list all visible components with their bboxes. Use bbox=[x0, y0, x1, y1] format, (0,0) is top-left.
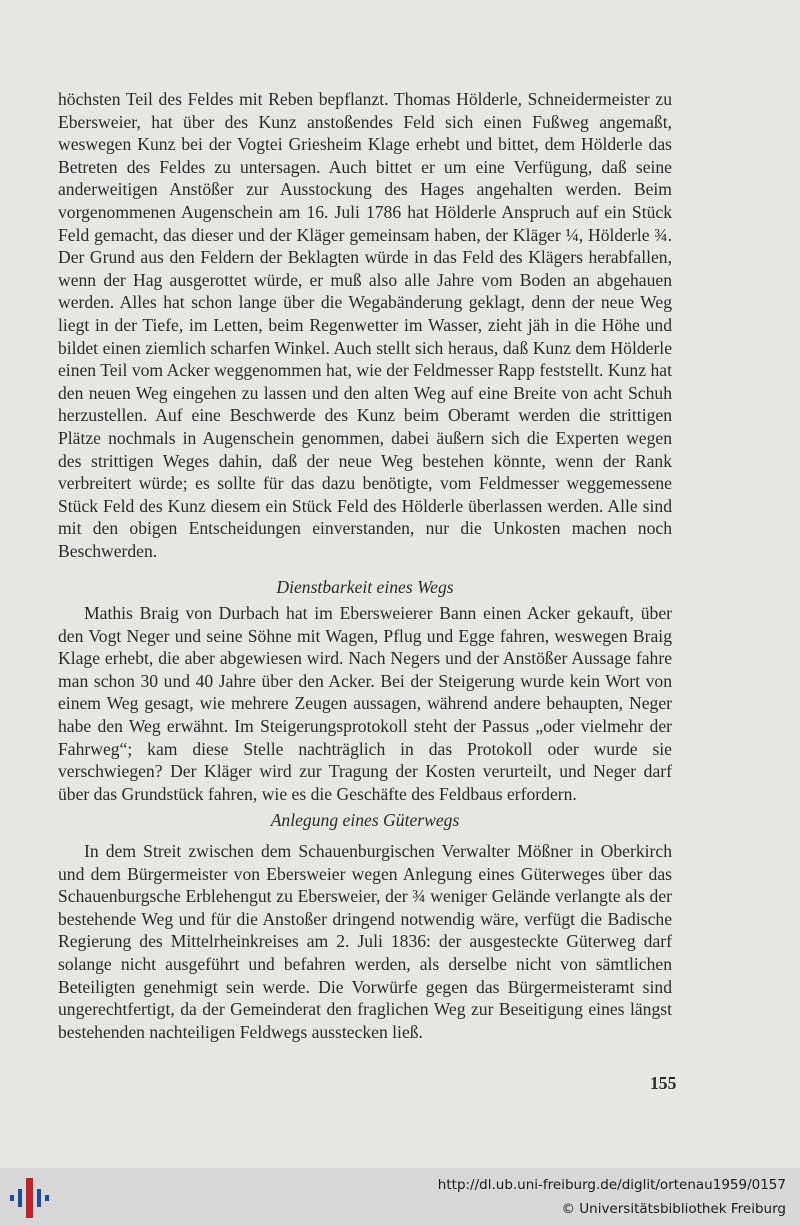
paragraph-dienstbarkeit: Mathis Braig von Durbach hat im Ebersweierer Bann einen Acker gekauft, über den Vogt Neger und seine Söhne mit Wagen, Pflug und Egge fahren, weswegen Braig Klage erhebt, die aber abgewiesen wird. Nach Negers und der Anstößer Aussage fahre man schon 30 und 40 Jahre über den Acker. Bei der Steigerung wurde kein Wort von einem Weg gesagt, wie mehrere Zeugen aussagen, während andere behaupten, Neger habe den Weg erwähnt. Im Steigerungsprotokoll steht der Passus „oder vielmehr der Fahrweg“; kam diese Stelle nachträglich in das Protokoll oder wurde sie verschwiegen? Der Kläger wird zur Tragung der Kosten verurteilt, und Neger darf über das Grundstück fahren, wie es die Geschäfte des Feldbaus erfordern. bbox=[58, 603, 672, 804]
source-url-link[interactable]: http://dl.ub.uni-freiburg.de/diglit/ortenau1959/0157 bbox=[437, 1177, 786, 1193]
copyright-text: © Universitätsbibliothek Freiburg bbox=[561, 1201, 786, 1217]
paragraph-continuation: höchsten Teil des Feldes mit Reben bepflanzt. Thomas Hölderle, Schneidermeister zu Ebersweier, hat über des Kunz anstoßendes Feld sich einen Fußweg angemaßt, weswegen Kunz bei der Vogtei Griesheim Klage erhebt und bittet, dem Hölderle das Betreten des Feldes zu untersagen. Auch bittet er um eine Verfügung, daß seine anderweitigen Anstößer zur Ausstockung des Hages angehalten werden. Beim vorgenommenen Augenschein am 16. Juli 1786 hat Hölderle Anspruch auf ein Stück Feld gemacht, das dieser und der Kläger gemeinsam haben, der Kläger ¼, Hölderle ¾. Der Grund aus den Feldern der Beklagten würde in das Feld des Klägers herabfallen, wenn der Hag ausgerottet würde, er muß also alle Jahre vom Boden an abgehauen werden. Alles hat schon lange über die Wegabänderung geklagt, denn der neue Weg liegt in der Tiefe, im Letten, beim Regenwetter im Wasser, zieht jäh in die Höhe und bildet einen ziemlich scharfen Winkel. Auch stellt sich heraus, daß Kunz dem Hölderle einen Teil vom Acker weggenommen hat, wie der Feldmesser Rapp feststellt. Kunz hat den neuen Weg eingehen zu lassen und den alten Weg auf eine Breite von acht Schuh herzustellen. Auf eine Beschwerde des Kunz beim Oberamt werden die strittigen Plätze nochmals in Augenschein genommen, dabei äußern sich die Experten wegen des strittigen Weges dahin, daß der neue Weg bestehen könnte, wenn der Rank verbreitert würde; es sollte für das dazu benötigte, vom Feldmesser weggemessene Stück Feld des Kunz diesem ein Stück Feld des Hölderle überlassen werden. Alle sind mit den obigen Entscheidungen einverstanden, nur die Unkosten machen noch Beschwerden. bbox=[58, 89, 672, 561]
page-number: 155 bbox=[650, 1073, 677, 1093]
section-heading-dienstbarkeit: Dienstbarkeit eines Wegs bbox=[276, 577, 454, 598]
page-body bbox=[58, 88, 672, 1043]
ub-freiburg-logo-icon bbox=[10, 1178, 50, 1218]
section-heading-anlegung: Anlegung eines Güterwegs bbox=[270, 810, 460, 831]
paragraph-anlegung: In dem Streit zwischen dem Schauenburgischen Verwalter Mößner in Oberkirch und dem Bürgermeister von Ebersweier wegen Anlegung eines Güterweges über das Schauenburgsche Erblehengut zu Ebersweier, der ¾ weniger Gelände verlangte als der bestehende Weg und für die Anstoßer dringend notwendig wäre, verfügt die Badische Regierung des Mittelrheinkreises am 2. Juli 1836: der ausgesteckte Güterweg darf solange nicht ausgeführt und befahren werden, als derselbe nicht von sämtlichen Beteiligten genehmigt sein werde. Die Vorwürfe gegen das Bürgermeisteramt sind ungerechtfertigt, da der Gemeinderat den fraglichen Weg zur Beseitigung eines längst bestehenden nachteiligen Feldwegs ausstecken ließ. bbox=[58, 841, 672, 1042]
footer-bar bbox=[0, 1168, 800, 1226]
